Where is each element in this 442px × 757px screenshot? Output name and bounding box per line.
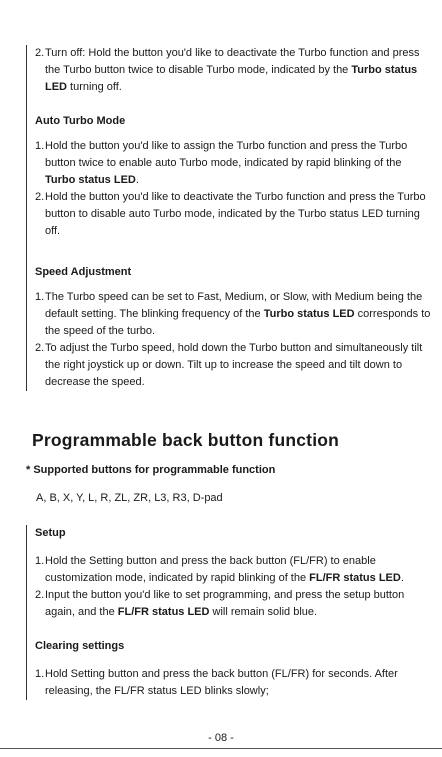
- bold-term: FL/FR status LED: [117, 606, 210, 618]
- item-number: 2.: [35, 47, 45, 59]
- text-part: .: [400, 572, 404, 584]
- item-text: [45, 289, 431, 340]
- clearing-heading: Clearing settings: [35, 640, 125, 652]
- auto-turbo-item-2: [35, 189, 431, 240]
- setup-heading: Setup: [35, 527, 66, 539]
- turbo-off-section: [26, 45, 431, 391]
- text-part: Hold the Setting button and press the back button (FL/FR) to enable customization mode, indicated by rapid blinking of the: [45, 555, 376, 584]
- footer-divider: [0, 748, 442, 749]
- item-number: 2.: [35, 342, 45, 354]
- bold-term: Turbo status LED: [263, 308, 355, 320]
- text-part: turning off.: [67, 81, 122, 93]
- supported-heading: * Supported buttons for programmable function: [26, 464, 276, 476]
- speed-heading: Speed Adjustment: [35, 266, 132, 278]
- setup-section: [26, 525, 431, 700]
- turbo-off-item: [35, 45, 431, 96]
- auto-turbo-heading: Auto Turbo Mode: [35, 115, 126, 127]
- text-part: .: [135, 174, 139, 186]
- bold-term: FL/FR status LED: [309, 572, 401, 584]
- item-number: 2.: [35, 589, 45, 601]
- item-text: [45, 45, 431, 96]
- bold-term: Turbo status LED: [45, 174, 136, 186]
- item-number: 1.: [35, 291, 45, 303]
- auto-turbo-item-1: [35, 138, 431, 189]
- text-part: will remain solid blue.: [209, 606, 318, 618]
- supported-buttons: [26, 462, 426, 507]
- section-title: Programmable back button function: [32, 430, 340, 450]
- item-text: [45, 138, 431, 189]
- setup-item-2: [35, 587, 431, 621]
- text-part: corresponds to the speed of the turbo.: [45, 308, 431, 337]
- setup-item-1: [35, 553, 431, 587]
- speed-item-1: [35, 289, 431, 340]
- speed-item-2: [35, 340, 431, 391]
- clearing-item-1: [35, 666, 431, 700]
- item-text: To adjust the Turbo speed, hold down the Turbo button and simultaneously tilt the right joystick up or down. Tilt up to increase the speed and tilt down to decrease the speed.: [45, 342, 423, 388]
- item-text: [45, 587, 431, 621]
- bold-term: Turbo status LED: [45, 64, 418, 93]
- item-number: 1.: [35, 555, 45, 567]
- text-part: Hold the button you'd like to assign the Turbo function and press the Turbo button twice to enable auto Turbo mode, indicated by rapid blinking of the: [45, 140, 408, 169]
- supported-list: A, B, X, Y, L, R, ZL, ZR, L3, R3, D-pad: [36, 492, 223, 504]
- page-number: - 08 -: [208, 732, 234, 744]
- item-text: Hold the button you'd like to deactivate the Turbo function and press the Turbo button to disable auto Turbo mode, indicated by the Turbo status LED turning off.: [45, 191, 426, 237]
- text-part: Input the button you'd like to set programming, and press the setup button again, and the: [45, 589, 405, 618]
- text-part: The Turbo speed can be set to Fast, Medium, or Slow, with Medium being the default setting. The blinking frequency of the: [45, 291, 423, 320]
- text-part: Turn off: Hold the button you'd like to deactivate the Turbo function and press the Turbo button twice to disable Turbo mode, indicated by the: [45, 47, 420, 76]
- item-text: [45, 553, 431, 587]
- item-text: Hold Setting button and press the back button (FL/FR) for seconds. After releasing, the FL/FR status LED blinks slowly;: [45, 668, 398, 697]
- item-number: 2.: [35, 191, 45, 203]
- item-number: 1.: [35, 140, 45, 152]
- item-number: 1.: [35, 668, 45, 680]
